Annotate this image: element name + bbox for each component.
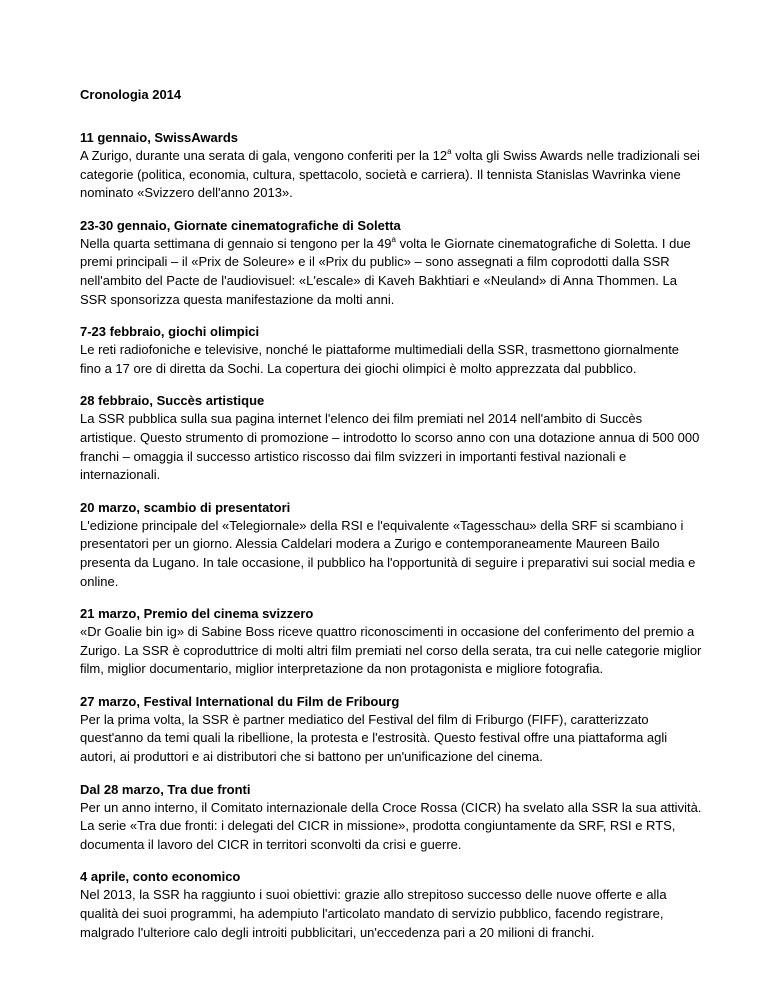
entry-heading: 4 aprile, conto economico — [80, 869, 241, 885]
entry-heading: 27 marzo, Festival International du Film de Fribourg — [80, 693, 400, 709]
entry-heading: 7-23 febbraio, giochi olimpici — [80, 324, 260, 340]
entry-heading: 21 marzo, Premio del cinema svizzero — [80, 606, 314, 622]
entry-text: volta le Giornate cinematografiche di Soletta. I due premi principali – il «Prix de Soleure» e il «Prix du public» – sono assegnati a film coprodotti dalla SSR nell'ambito del Pacte de l'audiovisuel: «L'escale» di Kaveh Bakhtiari e «Neuland» di Anna Thommen. La SSR sponsorizza questa manifestazione da molti anni. — [80, 235, 691, 307]
chronology-entry — [80, 323, 702, 378]
chronology-entry — [80, 868, 702, 942]
entry-heading: 28 febbraio, Succès artistique — [80, 393, 265, 409]
entry-text: volta gli Swiss Awards nelle tradizionali sei categorie (politica, economia, cultura, spettacolo, società e carriera). Il tennista Stanislas Wavrinka viene nominato «Svizzero dell'anno 2013». — [80, 148, 700, 201]
entry-body: «Dr Goalie bin ig» di Sabine Boss riceve quattro riconoscimenti in occasione del conferimento del premio a Zurigo. La SSR è coproduttrice di molti altri film premiati nel corso della serata, tra cui nelle categorie miglior film, miglior documentario, miglior interpretazione da non protagonista e migliore fotografia. — [80, 624, 702, 677]
entry-body: Nel 2013, la SSR ha raggiunto i suoi obiettivi: grazie allo strepitoso successo delle nuove offerte e alla qualità dei suoi programmi, ha adempiuto l'articolato mandato di servizio pubblico, facendo registrare, malgrado l'ulteriore calo degli introiti pubblicitari, un'eccedenza pari a 20 milioni di franchi. — [80, 887, 667, 940]
document-title: Cronologia 2014 — [80, 87, 182, 102]
entry-body: L'edizione principale del «Telegiornale» della RSI e l'equivalente «Tagesschau» della SRF si scambiano i presentatori per un giorno. Alessia Caldelari modera a Zurigo e contemporaneamente Maureen Bailo presenta da Lugano. In tale occasione, il pubblico ha l'opportunità di seguire i preparativi sui social media e online. — [80, 517, 696, 589]
entry-heading: 20 marzo, scambio di presentatori — [80, 499, 291, 515]
ordinal-superscript: a — [391, 234, 396, 244]
entry-body: Per la prima volta, la SSR è partner mediatico del Festival del film di Friburgo (FIFF), caratterizzato quest'anno da temi quali la ribellione, la protesta e l'estrosità. Questo festival offre una piattaforma agli autori, ai produttori e ai distributori che si battono per un'unificazione del cinema. — [80, 711, 668, 765]
chronology-list — [80, 129, 702, 956]
chronology-entry — [80, 392, 702, 484]
chronology-entry — [80, 781, 702, 855]
chronology-entry — [80, 605, 702, 679]
entry-heading: 23-30 gennaio, Giornate cinematografiche di Soletta — [80, 217, 401, 233]
chronology-entry — [80, 693, 702, 767]
entry-body: La SSR pubblica sulla sua pagina internet l'elenco dei film premiati nel 2014 nell'ambito di Succès artistique. Questo strumento di promozione – introdotto lo scorso anno con una dotazione annua di 500 000 franchi – omaggia il successo artistico riscosso dai film svizzeri in importanti festival nazionali e internazionali. — [80, 411, 700, 483]
entry-heading: Dal 28 marzo, Tra due fronti — [80, 781, 251, 797]
chronology-entry — [80, 499, 702, 591]
chronology-entry — [80, 217, 702, 309]
entry-body: Le reti radiofoniche e televisive, nonché le piattaforme multimediali della SSR, trasmettono giornalmente fino a 17 ore di diretta da Sochi. La copertura dei giochi olimpici è molto apprezzata dal pubblico. — [80, 342, 680, 376]
chronology-entry — [80, 129, 702, 203]
entry-body — [80, 147, 702, 203]
ordinal-superscript: a — [447, 147, 452, 156]
entry-heading: 11 gennaio, SwissAwards — [80, 130, 238, 145]
entry-body — [80, 235, 702, 309]
entry-text: A Zurigo, durante una serata di gala, vengono conferiti per la 12 — [80, 148, 448, 163]
entry-text: Nella quarta settimana di gennaio si tengono per la 49 — [80, 235, 392, 251]
entry-body: Per un anno interno, il Comitato internazionale della Croce Rossa (CICR) ha svelato alla SSR la sua attività. La serie «Tra due fronti: i delegati del CICR in missione», prodotta congiuntamente da SRF, RSI e RTS, documenta il lavoro del CICR in territori sconvolti da crisi e guerre. — [80, 799, 702, 852]
